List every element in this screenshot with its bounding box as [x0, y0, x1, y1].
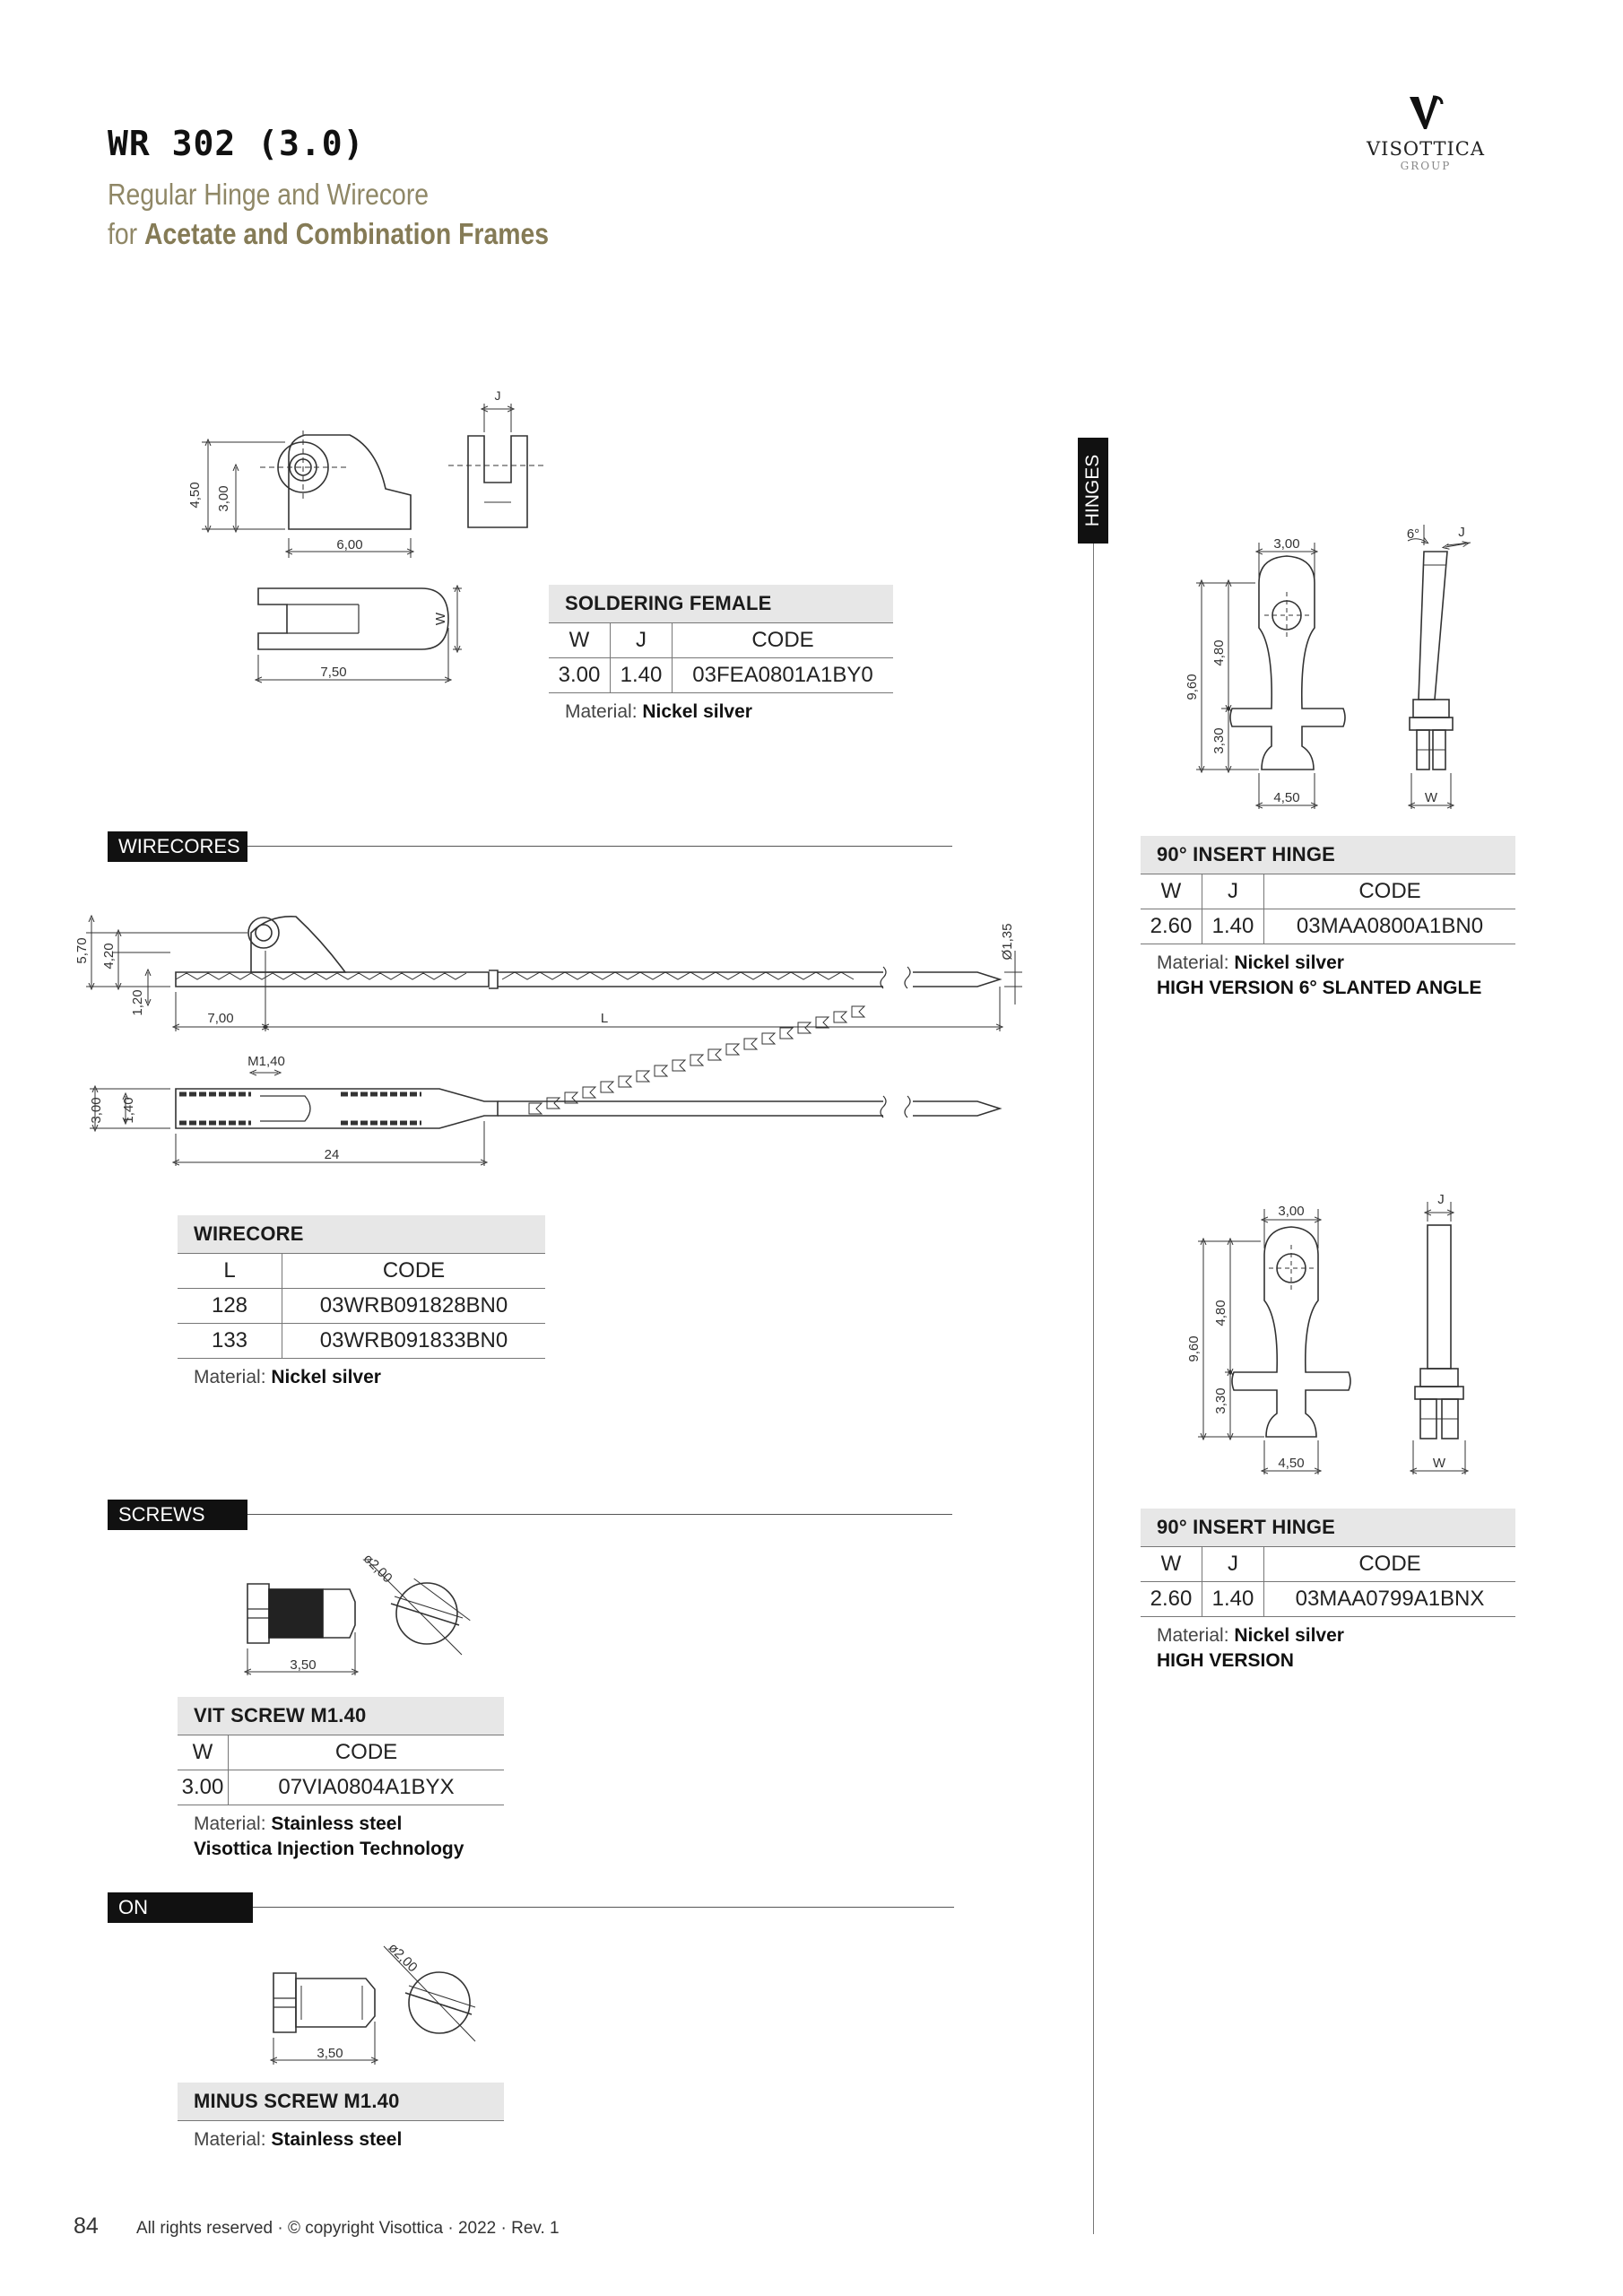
vit-screw-dim-dia: ø2,00: [360, 1551, 395, 1587]
material-value: Stainless steel: [271, 1813, 403, 1834]
hinge-b-dim-j: J: [1437, 1192, 1445, 1207]
col-header: CODE: [1264, 874, 1516, 909]
table-cell: 03WRB091828BN0: [282, 1289, 546, 1324]
insert-hinge-b-drawing: [1186, 1192, 1465, 1474]
col-header: W: [1141, 1547, 1202, 1582]
table-title: WIRECORE: [178, 1215, 545, 1254]
wirecore-dim-700: 7,00: [207, 1011, 234, 1026]
subtitle-prefix: for: [108, 217, 138, 250]
table-row: [1141, 909, 1515, 944]
table-title: SOLDERING FEMALE: [549, 585, 893, 623]
page-subtitle: Regular Hinge and Wirecore: [108, 178, 430, 211]
page-title: WR 302 (3.0): [108, 124, 365, 163]
wirecore-dim-24: 24: [324, 1147, 340, 1162]
section-screws-rule: [247, 1514, 952, 1515]
female-dim-j: J: [494, 388, 501, 403]
subtitle-bold: Acetate and Combination Frames: [144, 217, 550, 250]
table-vit-screw: [178, 1697, 504, 1862]
table-cell: 07VIA0804A1BYX: [229, 1770, 505, 1805]
table-header-row: [1141, 874, 1515, 909]
logo-name: VISOTTICA: [1367, 138, 1485, 160]
material-value: Stainless steel: [271, 2129, 403, 2150]
table-cell: 03FEA0801A1BY0: [673, 658, 894, 693]
section-on-request-label: ON REQUEST: [108, 1892, 253, 1923]
hinge-b-dim-450: 4,50: [1278, 1456, 1305, 1471]
wirecore-dim-120: 1,20: [130, 989, 145, 1016]
table-cell: 3.00: [549, 658, 611, 693]
material-label: Material:: [194, 1813, 266, 1834]
table-insert-hinge-2: [1141, 1509, 1515, 1674]
table-row: [178, 1770, 504, 1805]
table-insert-hinge-1: [1141, 836, 1515, 1001]
hinge-b-dim-330: 3,30: [1213, 1387, 1228, 1414]
minus-screw-drawing: [273, 1940, 475, 2065]
wirecore-dim-420: 4,20: [101, 943, 117, 970]
table-row: [1141, 1582, 1515, 1617]
material-line: [178, 1812, 504, 1837]
minus-screw-dim-len: 3,50: [317, 2046, 343, 2061]
wirecore-dim-dia: Ø1,35: [1000, 923, 1015, 961]
table-header-row: [178, 1735, 504, 1770]
wirecore-dim-300: 3,00: [89, 1097, 104, 1124]
section-screws: [108, 1500, 952, 1530]
col-header: W: [549, 623, 611, 658]
table-row: [549, 658, 893, 693]
material-label: Material:: [565, 701, 638, 722]
female-top-drawing: [258, 588, 462, 682]
table-wirecore: [178, 1215, 545, 1390]
female-dim-300: 3,00: [216, 485, 231, 512]
table-header-row: [549, 623, 893, 658]
insert-hinge-a-drawing: [1185, 525, 1471, 809]
hinge-a-dim-450: 4,50: [1273, 790, 1300, 805]
table-row: [178, 1289, 545, 1324]
material-label: Material:: [194, 1367, 266, 1387]
wirecore-dim-l: L: [600, 1011, 609, 1026]
table-row: [178, 1324, 545, 1359]
col-header: CODE: [1264, 1547, 1516, 1582]
table-cell: 128: [178, 1289, 282, 1324]
hinge-a-dim-w: W: [1424, 790, 1438, 805]
col-header: J: [1202, 874, 1264, 909]
table-title: 90° INSERT HINGE: [1141, 836, 1515, 874]
wirecore-top-drawing: [89, 1006, 1000, 1166]
female-front-drawing: [448, 388, 547, 527]
material-label: Material:: [1157, 952, 1229, 973]
female-dim-450: 4,50: [187, 482, 203, 509]
material-line: [1141, 1623, 1515, 1648]
vit-screw-drawing: [247, 1551, 470, 1675]
hinge-a-dim-480: 4,80: [1211, 639, 1227, 666]
material-line: [178, 1365, 545, 1390]
material-value: Nickel silver: [1234, 1625, 1344, 1646]
table-title: VIT SCREW M1.40: [178, 1697, 504, 1735]
page-number: 84: [74, 2213, 99, 2239]
material-value: Nickel silver: [1234, 952, 1344, 973]
hinge-a-dim-top: 3,00: [1273, 536, 1300, 552]
table-cell: 2.60: [1141, 1582, 1202, 1617]
hinge-a-dim-angle: 6°: [1406, 526, 1420, 542]
vit-screw-dim-len: 3,50: [290, 1657, 317, 1673]
section-wirecores-label: WIRECORES: [108, 831, 247, 862]
material-line: [1141, 951, 1515, 976]
table-minus-screw: [178, 2083, 504, 2152]
col-header: CODE: [282, 1254, 546, 1289]
section-screws-label: SCREWS: [108, 1500, 247, 1530]
table-cell: 03MAA0800A1BN0: [1264, 909, 1516, 944]
section-wirecores: [108, 831, 952, 862]
table-cell: 1.40: [1202, 1582, 1264, 1617]
table-title: MINUS SCREW M1.40: [178, 2083, 504, 2121]
table-cell: 3.00: [178, 1770, 229, 1805]
hinge-a-dim-960: 9,60: [1185, 674, 1200, 700]
wirecore-side-drawing: [74, 917, 1022, 1031]
table-soldering-female: [549, 585, 893, 725]
female-dim-750: 7,50: [320, 665, 347, 680]
section-on-request: [108, 1892, 954, 1949]
logo-group: GROUP: [1400, 160, 1452, 172]
table-header-row: [178, 1254, 545, 1289]
hinge-a-dim-j: J: [1458, 525, 1465, 540]
col-header: W: [178, 1735, 229, 1770]
hinge-b-dim-480: 4,80: [1213, 1300, 1228, 1326]
table-cell: 1.40: [1202, 909, 1264, 944]
table-title: 90° INSERT HINGE: [1141, 1509, 1515, 1547]
vit-note: Visottica Injection Technology: [194, 1839, 464, 1859]
hinge-note: HIGH VERSION: [1157, 1650, 1294, 1671]
table-cell: 133: [178, 1324, 282, 1359]
hinge-b-dim-960: 9,60: [1186, 1335, 1202, 1362]
col-header: W: [1141, 874, 1202, 909]
col-header: CODE: [673, 623, 894, 658]
hinge-b-dim-top: 3,00: [1278, 1204, 1305, 1219]
copyright-notice: All rights reserved · © copyright Visottica · 2022 · Rev. 1: [136, 2219, 560, 2238]
minus-screw-dim-dia: ø2,00: [385, 1940, 421, 1976]
table-cell: 03MAA0799A1BNX: [1264, 1582, 1516, 1617]
female-side-drawing: [187, 430, 411, 558]
wirecore-dim-140: 1,40: [121, 1097, 136, 1124]
table-cell: 2.60: [1141, 909, 1202, 944]
hinges-side-tab-label: HINGES: [1082, 454, 1103, 527]
col-header: L: [178, 1254, 282, 1289]
wirecore-dim-570: 5,70: [74, 937, 90, 964]
material-line: [178, 2127, 504, 2152]
female-dim-600: 6,00: [336, 537, 363, 552]
hinge-note: HIGH VERSION 6° SLANTED ANGLE: [1157, 978, 1482, 998]
section-wirecores-rule: [247, 846, 952, 847]
material-value: Nickel silver: [271, 1367, 381, 1387]
col-header: J: [611, 623, 673, 658]
hinge-a-dim-330: 3,30: [1211, 727, 1227, 754]
material-line: [549, 700, 893, 725]
col-header: CODE: [229, 1735, 505, 1770]
table-cell: 1.40: [611, 658, 673, 693]
female-dim-w: W: [433, 612, 448, 626]
material-label: Material:: [194, 2129, 266, 2150]
hinge-b-dim-w: W: [1432, 1456, 1446, 1471]
material-value: Nickel silver: [642, 701, 752, 722]
table-cell: 03WRB091833BN0: [282, 1324, 546, 1359]
section-on-request-rule: [253, 1907, 954, 1908]
table-header-row: [1141, 1547, 1515, 1582]
material-label: Material:: [1157, 1625, 1229, 1646]
col-header: J: [1202, 1547, 1264, 1582]
wirecore-dim-m140: M1,40: [247, 1054, 285, 1069]
